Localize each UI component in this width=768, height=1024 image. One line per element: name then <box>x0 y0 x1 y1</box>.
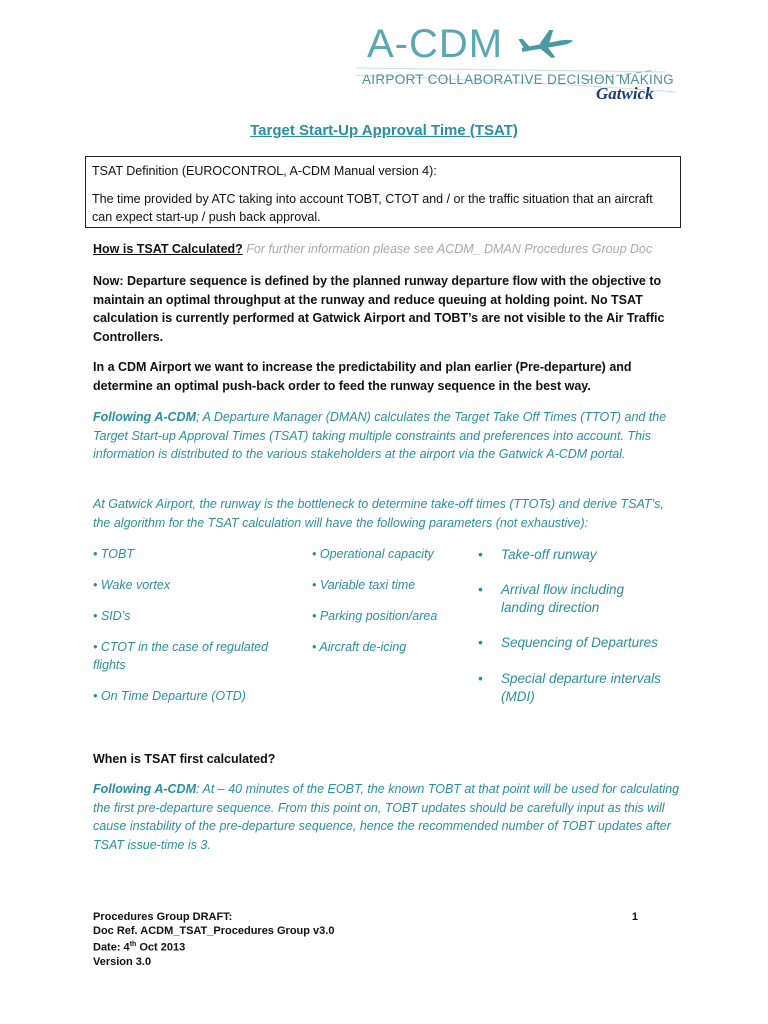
logo-subtitle: AIRPORT COLLABORATIVE DECISION MAKING <box>362 72 674 87</box>
when-calculated-heading: When is TSAT first calculated? <box>93 752 276 766</box>
following-paragraph <box>93 408 683 464</box>
when-text: : At – 40 minutes of the EOBT, the known TOBT at that point will be used for calculating the first pre-departure sequence. From this point on, TOBT updates should be carefully input as this will cause instability of the pre-departure sequence, hence the recommended number of TOBT updates after TSAT issue-time is 3. <box>93 782 680 852</box>
list-item: • Aircraft de-icing <box>312 640 407 654</box>
following-text: ; A Departure Manager (DMAN) calculates the Target Take Off Times (TTOT) and the Target Start-up Approval Times (TSAT) taking multiple constraints and preferences into account. This information is distributed to the various stakeholders at the airport via the Gatwick A-CDM portal. <box>93 410 667 462</box>
footer-date-sup: th <box>129 941 137 948</box>
how-calculated-line <box>93 240 683 259</box>
list-item: • On Time Departure (OTD) <box>93 689 246 703</box>
list-item: • Operational capacity <box>312 547 434 561</box>
bullet-marker: • <box>478 635 483 650</box>
list-item: Sequencing of Departures <box>501 635 658 650</box>
logo-title: A-CDM <box>367 22 504 66</box>
bullet-marker: • <box>478 582 483 597</box>
list-item: • Variable taxi time <box>312 578 416 592</box>
list-item: • Wake vortex <box>93 578 171 592</box>
list-item: • TOBT <box>93 547 134 561</box>
list-item: • Parking position/area <box>312 609 438 623</box>
following-lead: Following A-CDM <box>93 410 196 424</box>
page-number: 1 <box>631 911 638 923</box>
definition-heading: TSAT Definition (EUROCONTROL, A-CDM Manual version 4): <box>92 164 437 178</box>
page-title: Target Start-Up Approval Time (TSAT) <box>250 122 518 139</box>
list-item: Special departure intervals (MDI) <box>501 671 661 704</box>
footer-version: Version 3.0 <box>93 955 152 968</box>
how-calculated-note: For further information please see ACDM_ DMAN Procedures Group Doc <box>246 242 653 256</box>
list-item: Arrival flow including landing direction <box>501 582 625 615</box>
list-item: • SID’s <box>93 609 131 623</box>
now-paragraph: Now: Departure sequence is defined by the planned runway departure flow with the objective to maintain an optimal throughput at the runway and reduce queuing at holding point. No TSAT calculation is currently performed at Gatwick Airport and TOBT’s are not visible to the Air Traffic Controllers. <box>93 274 665 344</box>
list-item: • CTOT in the case of regulated flights <box>93 640 269 672</box>
logo-brand: Gatwick <box>596 84 654 103</box>
when-calculated-paragraph <box>93 780 683 854</box>
gatwick-paragraph: At Gatwick Airport, the runway is the bottleneck to determine take-off times (TTOTs) and derive TSAT’s, the algorithm for the TSAT calculation will have the following parameters (not exhaustive): <box>93 497 664 530</box>
footer-date-prefix: Date: 4 <box>93 941 130 954</box>
footer-line2: Doc Ref. ACDM_TSAT_Procedures Group v3.0 <box>93 925 335 937</box>
footer-date-suffix: Oct 2013 <box>136 941 186 954</box>
how-calculated-heading: How is TSAT Calculated? <box>93 242 243 256</box>
footer-date <box>93 938 638 955</box>
bullet-marker: • <box>478 671 483 686</box>
list-item: Take-off runway <box>501 547 597 562</box>
when-lead: Following A-CDM <box>93 782 196 796</box>
definition-box <box>85 156 681 228</box>
definition-text: The time provided by ATC taking into account TOBT, CTOT and / or the traffic situation that an aircraft can expect start-up / push back approval. <box>92 192 653 224</box>
footer <box>93 910 638 969</box>
bullet-marker: • <box>478 547 483 562</box>
footer-line1: Procedures Group DRAFT: <box>93 911 233 923</box>
cdm-paragraph: In a CDM Airport we want to increase the predictability and plan earlier (Pre-departure) and determine an optimal push-back order to feed the runway sequence in the best way. <box>93 360 632 393</box>
